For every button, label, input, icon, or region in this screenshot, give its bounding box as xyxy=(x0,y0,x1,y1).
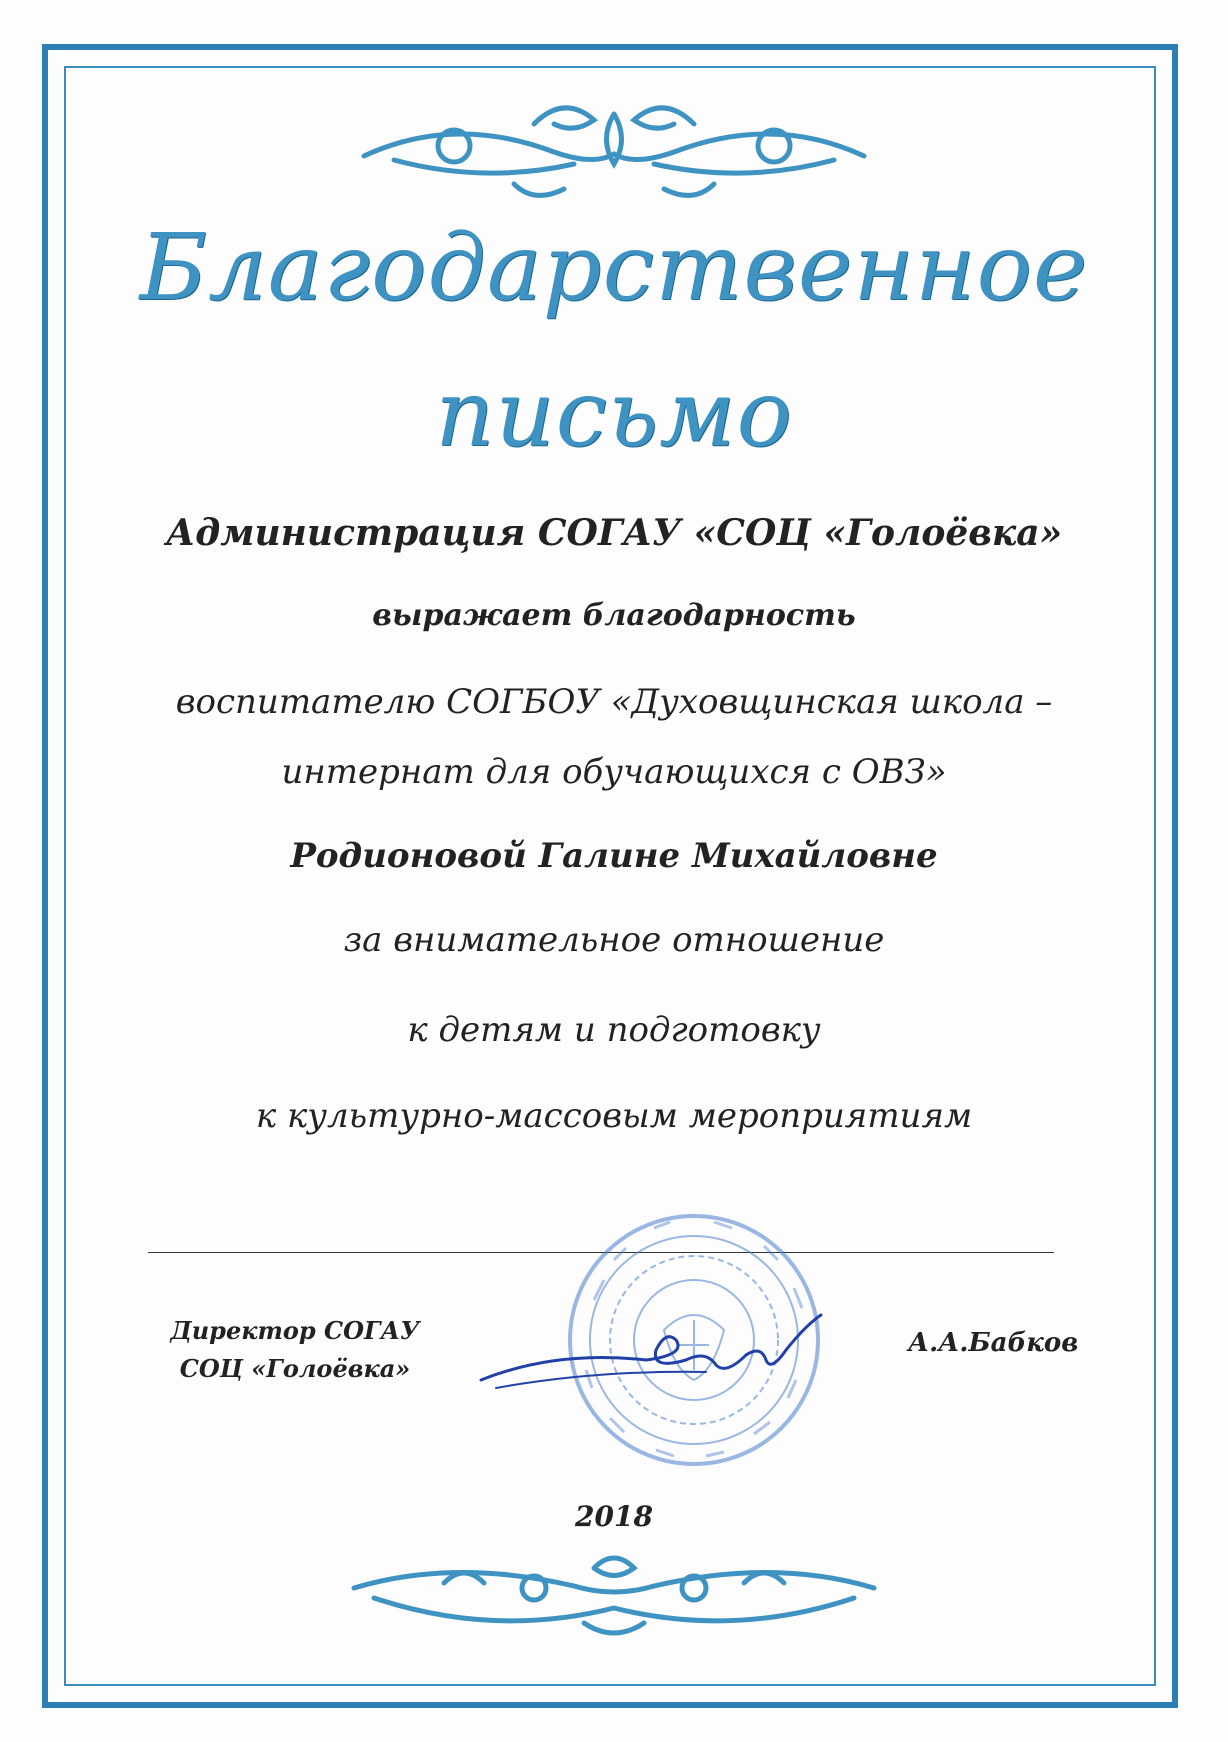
director-line-1: Директор СОГАУ xyxy=(170,1316,420,1345)
reason-line-2: к детям и подготовку xyxy=(407,1010,821,1050)
recipient-name: Родионовой Галине Михайловне xyxy=(290,836,938,876)
reason-line-1: за внимательное отношение xyxy=(343,920,885,960)
bottom-ornament-icon xyxy=(334,1538,894,1648)
top-ornament-icon xyxy=(334,94,894,214)
director-title xyxy=(130,1312,460,1389)
title-line-1: Благодарственное xyxy=(139,214,1089,321)
handwritten-signature-icon xyxy=(476,1310,836,1420)
year: 2018 xyxy=(575,1500,653,1533)
reason-line-3: к культурно-массовым мероприятиям xyxy=(255,1096,973,1136)
expresses-line: выражает благодарность xyxy=(372,598,856,633)
recipient-line-1: воспитателю СОГБОУ «Духовщинская школа – xyxy=(175,682,1053,722)
recipient-line-2: интернат для обучающихся с ОВЗ» xyxy=(281,752,947,792)
title-line-2: письмо xyxy=(435,360,793,467)
signer-name: А.А.Бабков xyxy=(908,1328,1079,1358)
issuer-line: Администрация СОГАУ «СОЦ «Голоёвка» xyxy=(165,512,1063,554)
director-line-2: СОЦ «Голоёвка» xyxy=(179,1354,411,1384)
